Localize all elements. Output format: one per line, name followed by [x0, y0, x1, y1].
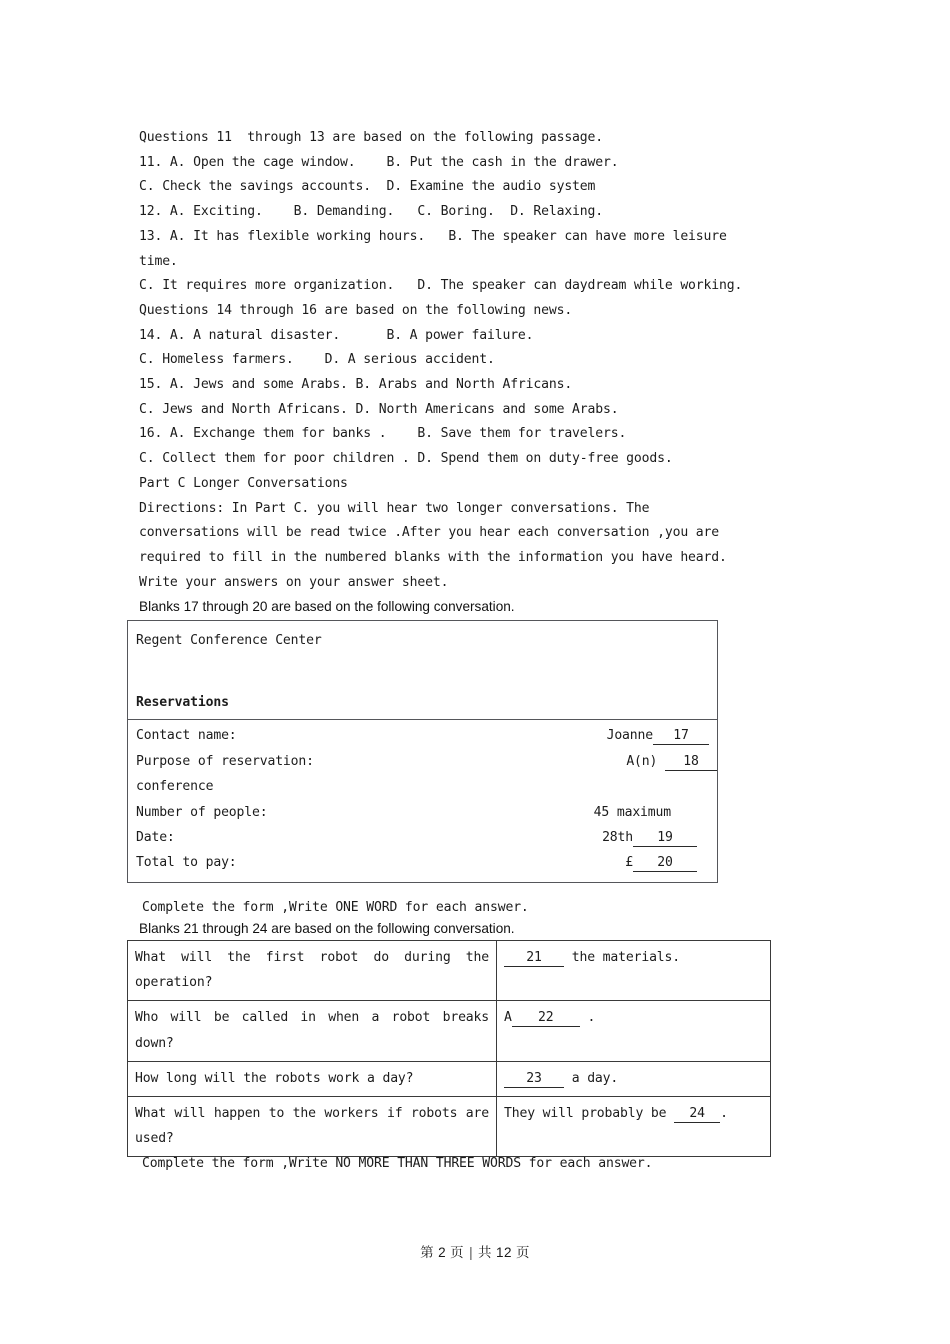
text-line: 13. A. It has flexible working hours. B. The speaker can have more leisure	[139, 228, 727, 244]
answer-blank-24[interactable]: 24	[674, 1106, 720, 1123]
venue-name: Regent Conference Center	[136, 633, 322, 648]
answer-suffix: .	[720, 1106, 728, 1122]
answer-blank-17[interactable]: 17	[653, 728, 709, 745]
form-row-number-of-people	[136, 800, 717, 825]
text-line: Directions: In Part C. you will hear two longer conversations. The	[139, 500, 650, 516]
field-value: 45 maximum	[593, 804, 671, 820]
robot-questions-table	[127, 940, 771, 1157]
answer-cell	[497, 1061, 771, 1096]
answer-cell	[497, 1097, 771, 1157]
answer-suffix: the materials.	[564, 950, 680, 965]
instruction-three-words: Complete the form ,Write NO MORE THAN THREE WORDS for each answer.	[142, 1156, 653, 1171]
form-row-contact-name	[136, 723, 717, 748]
field-value	[602, 825, 717, 850]
field-value	[626, 749, 717, 774]
field-value	[607, 723, 717, 748]
value-prefix: 28th	[602, 830, 633, 846]
footer-separator: |	[469, 1245, 473, 1260]
question-text-block	[139, 126, 804, 621]
text-line: 11. A. Open the cage window. B. Put the cash in the drawer.	[139, 154, 619, 170]
value-prefix: A(n)	[626, 753, 658, 769]
text-line: 15. A. Jews and some Arabs. B. Arabs and North Africans.	[139, 377, 573, 393]
text-line: C. Homeless farmers. D. A serious accident.	[139, 352, 495, 368]
text-line: Questions 14 through 16 are based on the following news.	[139, 302, 573, 318]
text-line: conversations will be read twice .After you hear each conversation ,you are	[139, 525, 719, 541]
form-subtitle: Reservations	[136, 694, 229, 710]
text-line: 16. A. Exchange them for banks . B. Save them for travelers.	[139, 426, 627, 442]
text-line: C. Check the savings accounts. D. Examine the audio system	[139, 179, 596, 195]
answer-blank-18[interactable]: 18	[665, 754, 717, 771]
answer-blank-22[interactable]: 22	[512, 1010, 580, 1027]
footer-total-pages: 共 12 页	[478, 1245, 530, 1260]
text-line: Questions 11 through 13 are based on the following passage.	[139, 130, 603, 145]
answer-blank-21[interactable]: 21	[504, 950, 564, 967]
answer-blank-23[interactable]: 23	[504, 1071, 564, 1088]
question-cell: What will happen to the workers if robots are used?	[128, 1097, 497, 1157]
table-row	[128, 1097, 771, 1157]
answer-cell	[497, 1001, 771, 1061]
text-line: 12. A. Exciting. B. Demanding. C. Boring. D. Relaxing.	[139, 204, 603, 220]
answer-suffix: a day.	[564, 1070, 619, 1086]
field-label: Number of people:	[136, 804, 268, 820]
text-line: Write your answers on your answer sheet.	[139, 574, 449, 590]
question-cell: What will the first robot do during the operation?	[128, 941, 497, 1001]
table-row	[128, 720, 718, 882]
table-row	[128, 941, 771, 1001]
answer-prefix: They will probably be	[504, 1106, 675, 1122]
section-heading: Part C Longer Conversations	[139, 475, 348, 491]
page-footer	[0, 1241, 950, 1261]
form-row-total-to-pay	[136, 850, 717, 875]
footer-current-page: 第 2 页	[420, 1245, 465, 1260]
answer-cell	[497, 941, 771, 1001]
question-cell: How long will the robots work a day?	[128, 1061, 497, 1096]
text-line: 14. A. A natural disaster. B. A power failure.	[139, 327, 534, 343]
answer-blank-20[interactable]: 20	[633, 855, 697, 872]
text-line: C. Jews and North Africans. D. North Americans and some Arabs.	[139, 401, 619, 417]
answer-blank-19[interactable]: 19	[633, 830, 697, 847]
text-line: time.	[139, 253, 178, 269]
form-row-purpose	[136, 749, 717, 774]
field-label: Purpose of reservation:	[136, 753, 314, 769]
purpose-continuation: conference	[136, 779, 214, 795]
table-row	[128, 1001, 771, 1061]
instruction-one-word: Complete the form ,Write ONE WORD for each answer.	[142, 900, 529, 915]
field-label: Contact name:	[136, 728, 237, 744]
currency-symbol: £	[625, 855, 633, 871]
field-value	[625, 850, 717, 875]
text-line: C. It requires more organization. D. The speaker can daydream while working.	[139, 278, 743, 294]
question-cell: Who will be called in when a robot breaks down?	[128, 1001, 497, 1061]
answer-prefix: A	[504, 1010, 512, 1026]
form-row-date	[136, 825, 717, 850]
blanks-notice-17-20: Blanks 17 through 20 are based on the following conversation.	[139, 599, 515, 615]
answer-suffix: .	[579, 1010, 596, 1026]
table-row	[128, 621, 718, 720]
value-prefix: Joanne	[606, 728, 653, 744]
reservation-form-table	[127, 620, 718, 883]
table-row	[128, 1061, 771, 1096]
text-line: C. Collect them for poor children . D. Spend them on duty-free goods.	[139, 451, 673, 467]
blanks-notice-21-24: Blanks 21 through 24 are based on the following conversation.	[139, 921, 515, 936]
reservation-header-cell	[128, 621, 718, 720]
field-label: Total to pay:	[136, 855, 237, 871]
reservation-fields-cell	[128, 720, 718, 882]
text-line: required to fill in the numbered blanks with the information you have heard.	[139, 549, 727, 565]
field-label: Date:	[136, 830, 175, 846]
